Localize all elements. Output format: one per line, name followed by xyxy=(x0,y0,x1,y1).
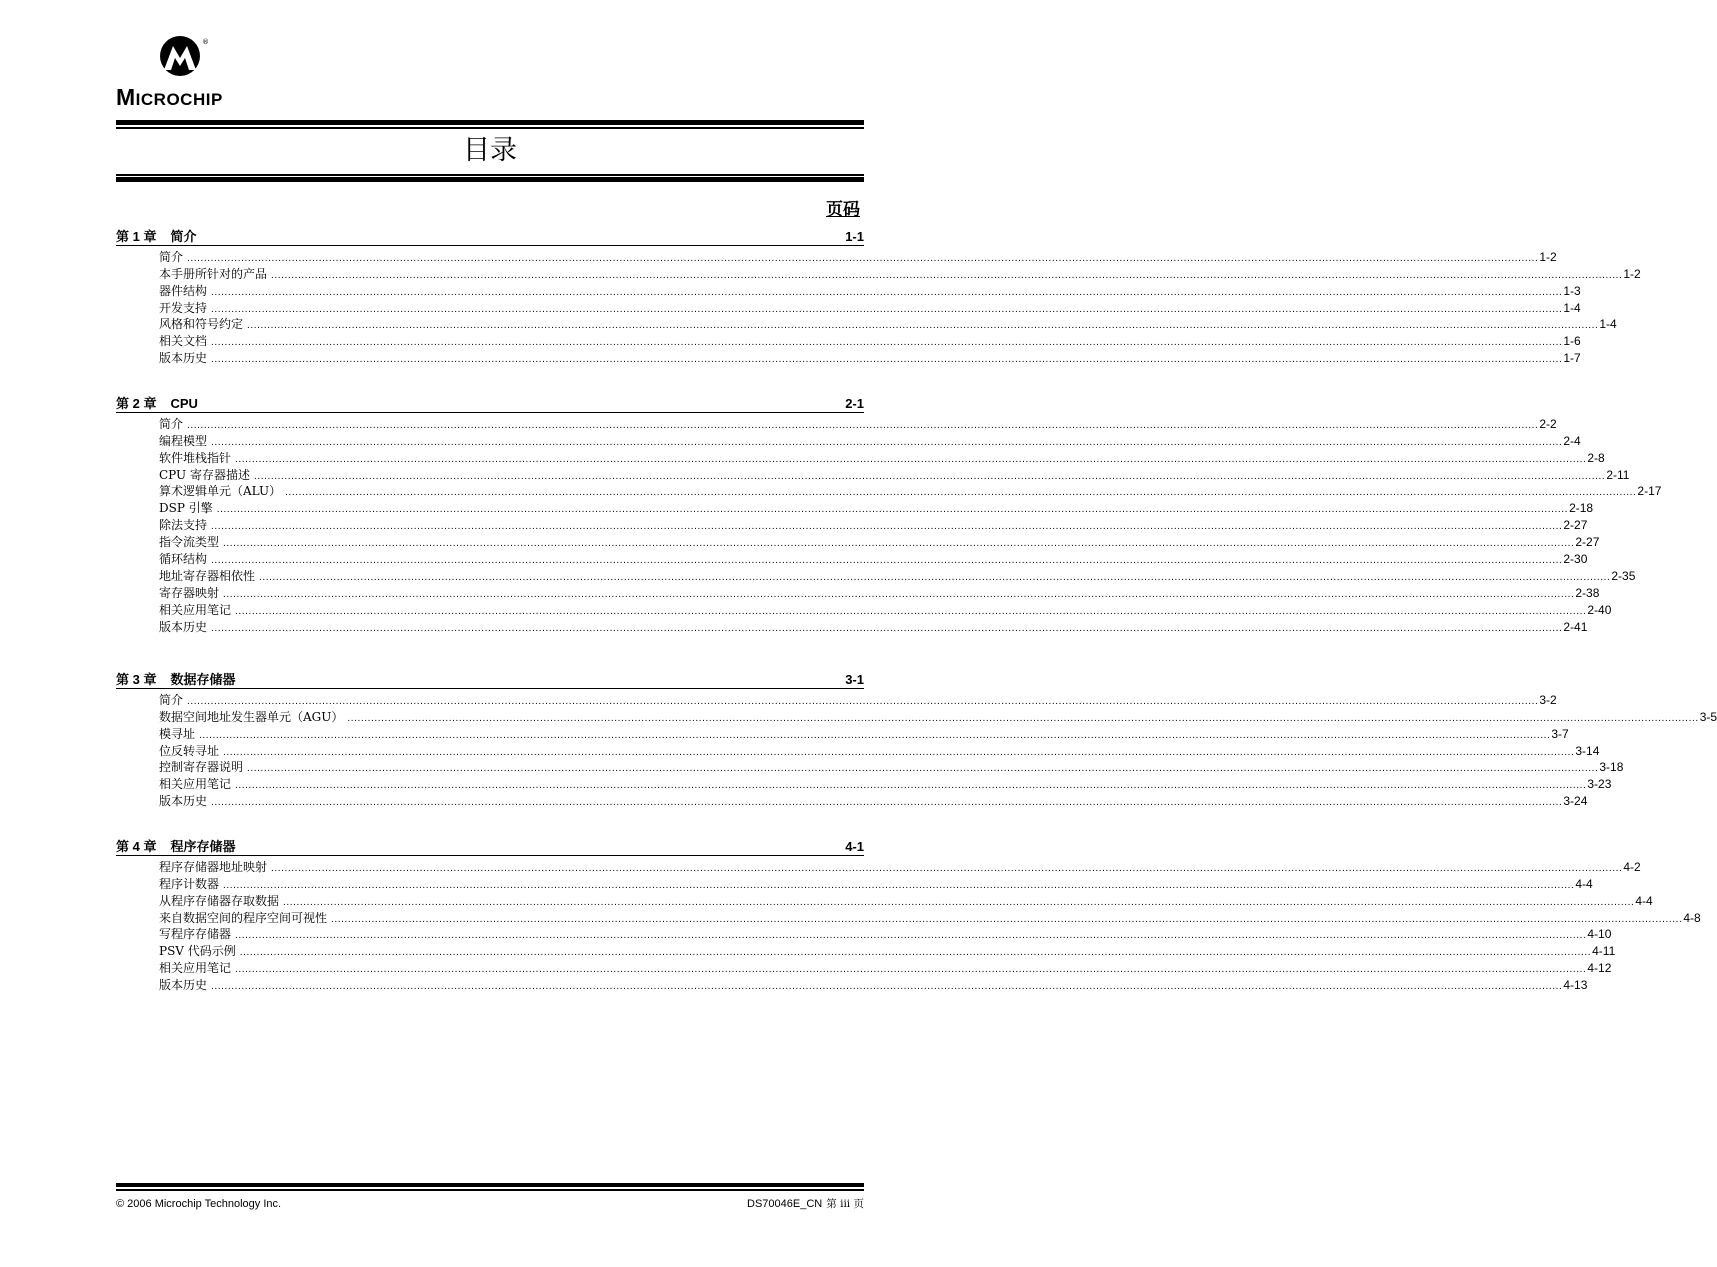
toc-entry-title: 指令流类型 xyxy=(159,535,220,550)
dot-leader: ................................................................................................................................................................................................................................................................................................................................................................................................................ xyxy=(216,504,1569,516)
footer-page-info xyxy=(747,1196,864,1212)
title-bottom-rule xyxy=(116,177,864,182)
dot-leader: ................................................................................................................................................................................................................................................................................................................................................................................................................ xyxy=(285,487,1637,499)
chapter-number: 第 1 章 xyxy=(116,229,157,244)
microchip-logo xyxy=(116,34,256,110)
toc-entry[interactable] xyxy=(159,265,1641,282)
toc-entry-title: 相关文档 xyxy=(159,334,208,349)
toc-entry-title: DSP 引擎 xyxy=(159,501,213,516)
toc-entry[interactable] xyxy=(159,725,1569,742)
chapter-title xyxy=(116,228,196,245)
toc-entry-title: CPU 寄存器描述 xyxy=(159,467,250,482)
toc-entry-page: 2-40 xyxy=(1587,602,1612,617)
toc-entry-page: 2-4 xyxy=(1563,433,1581,448)
footer-page-number: 第 iii 页 xyxy=(826,1198,864,1210)
toc-entry-title: 程序存储器地址映射 xyxy=(159,859,268,874)
toc-entry-title: 版本历史 xyxy=(159,794,208,809)
dot-leader: ................................................................................................................................................................................................................................................................................................................................................................................................................ xyxy=(211,303,1563,315)
toc-entry-page: 1-4 xyxy=(1563,300,1581,315)
toc-entry-title: 简介 xyxy=(159,416,184,431)
toc-entry[interactable] xyxy=(159,892,1653,909)
toc-entry[interactable] xyxy=(159,248,1557,265)
toc-entry-page: 2-38 xyxy=(1575,585,1600,600)
toc-entry-page: 2-17 xyxy=(1637,484,1662,499)
title-top-rule-thin xyxy=(116,127,864,129)
chapter-section xyxy=(116,228,1641,366)
dot-leader: ................................................................................................................................................................................................................................................................................................................................................................................................................ xyxy=(211,797,1563,809)
toc-entry-page: 4-4 xyxy=(1575,876,1593,891)
toc-entry-page: 2-41 xyxy=(1563,619,1588,634)
toc-entry-title: 程序计数器 xyxy=(159,876,220,891)
toc-entry[interactable] xyxy=(159,775,1612,792)
toc-entry-title: 编程模型 xyxy=(159,433,208,448)
toc-entry[interactable] xyxy=(159,449,1605,466)
dot-leader: ................................................................................................................................................................................................................................................................................................................................................................................................................ xyxy=(223,588,1575,600)
toc-entry[interactable] xyxy=(159,926,1612,943)
toc-entry-page: 2-35 xyxy=(1611,568,1636,583)
chapter-number: 第 3 章 xyxy=(116,672,157,687)
dot-leader: ................................................................................................................................................................................................................................................................................................................................................................................................................ xyxy=(211,436,1563,448)
toc-entry[interactable] xyxy=(159,282,1581,299)
footer-copyright: © 2006 Microchip Technology Inc. xyxy=(116,1198,282,1210)
toc-entry[interactable] xyxy=(159,691,1557,708)
chapter-page: 2-1 xyxy=(845,396,864,411)
toc-entry[interactable] xyxy=(159,759,1624,776)
dot-leader: ................................................................................................................................................................................................................................................................................................................................................................................................................ xyxy=(211,286,1563,298)
dot-leader: ................................................................................................................................................................................................................................................................................................................................................................................................................ xyxy=(211,521,1563,533)
toc-entry-title: PSV 代码示例 xyxy=(159,944,236,959)
chapter-title xyxy=(116,671,235,688)
dot-leader: ................................................................................................................................................................................................................................................................................................................................................................................................................ xyxy=(259,571,1611,583)
toc-entry-page: 3-23 xyxy=(1587,777,1612,792)
toc-entry-page: 2-27 xyxy=(1575,535,1600,550)
toc-entry-page: 2-11 xyxy=(1606,467,1630,482)
dot-leader: ................................................................................................................................................................................................................................................................................................................................................................................................................ xyxy=(235,453,1587,465)
toc-entry-page: 4-4 xyxy=(1635,893,1653,908)
chapter-number: 第 2 章 xyxy=(116,396,157,411)
chapter-entry-list xyxy=(159,248,1641,366)
toc-entry[interactable] xyxy=(159,432,1581,449)
footer-rule-thin xyxy=(116,1189,864,1191)
dot-leader: ................................................................................................................................................................................................................................................................................................................................................................................................................ xyxy=(223,538,1575,550)
toc-entry-title: 从程序存储器存取数据 xyxy=(159,893,280,908)
toc-entry-title: 地址寄存器相依性 xyxy=(159,568,256,583)
toc-entry[interactable] xyxy=(159,299,1581,316)
chapter-section xyxy=(116,671,1717,809)
toc-entry-page: 3-2 xyxy=(1539,692,1557,707)
toc-entry-page: 3-24 xyxy=(1563,794,1588,809)
toc-entry-page: 3-14 xyxy=(1575,743,1600,758)
logo-wordmark-rest: ICROCHIP xyxy=(135,90,223,109)
toc-entry-title: 本手册所针对的产品 xyxy=(159,266,268,281)
toc-entry-title: 版本历史 xyxy=(159,351,208,366)
page-column-heading: 页码 xyxy=(826,200,860,220)
dot-leader: ................................................................................................................................................................................................................................................................................................................................................................................................................ xyxy=(211,354,1563,366)
toc-entry[interactable] xyxy=(159,466,1630,483)
chapter-section xyxy=(116,395,1662,635)
dot-leader: ................................................................................................................................................................................................................................................................................................................................................................................................................ xyxy=(187,252,1539,264)
toc-entry[interactable] xyxy=(159,858,1641,875)
toc-entry-page: 4-10 xyxy=(1587,927,1612,942)
chapter-section xyxy=(116,838,1701,993)
toc-entry-title: 开发支持 xyxy=(159,300,208,315)
dot-leader: ................................................................................................................................................................................................................................................................................................................................................................................................................ xyxy=(283,896,1635,908)
chapter-heading[interactable] xyxy=(116,671,864,689)
chapter-name: CPU xyxy=(170,396,198,411)
toc-entry-page: 1-6 xyxy=(1563,334,1581,349)
toc-entry[interactable] xyxy=(159,942,1616,959)
toc-entry-page: 4-8 xyxy=(1683,910,1701,925)
toc-entry-page: 4-2 xyxy=(1623,859,1641,874)
dot-leader: ................................................................................................................................................................................................................................................................................................................................................................................................................ xyxy=(223,746,1575,758)
dot-leader: ................................................................................................................................................................................................................................................................................................................................................................................................................ xyxy=(187,419,1539,431)
toc-entry-title: 相关应用笔记 xyxy=(159,602,232,617)
dot-leader: ................................................................................................................................................................................................................................................................................................................................................................................................................ xyxy=(253,470,1606,482)
toc-entry-title: 相关应用笔记 xyxy=(159,961,232,976)
logo-wordmark xyxy=(116,84,223,113)
toc-entry-page: 1-7 xyxy=(1563,351,1581,366)
toc-entry[interactable] xyxy=(159,792,1588,809)
chapter-entry-list xyxy=(159,415,1662,635)
page-title: 目录 xyxy=(463,135,517,166)
toc-entry[interactable] xyxy=(159,584,1600,601)
dot-leader: ................................................................................................................................................................................................................................................................................................................................................................................................................ xyxy=(211,337,1563,349)
chapter-name: 程序存储器 xyxy=(170,839,236,854)
toc-entry-title: 模寻址 xyxy=(159,726,196,741)
toc-entry-page: 2-18 xyxy=(1569,501,1594,516)
toc-entry-page: 2-8 xyxy=(1587,450,1605,465)
chapter-number: 第 4 章 xyxy=(116,839,157,854)
chapter-page: 1-1 xyxy=(845,229,864,244)
dot-leader: ................................................................................................................................................................................................................................................................................................................................................................................................................ xyxy=(235,780,1587,792)
dot-leader: ................................................................................................................................................................................................................................................................................................................................................................................................................ xyxy=(331,913,1683,925)
chapter-heading[interactable] xyxy=(116,228,864,246)
toc-entry-title: 相关应用笔记 xyxy=(159,777,232,792)
toc-entry[interactable] xyxy=(159,332,1581,349)
chapter-name: 简介 xyxy=(170,229,197,244)
toc-entry[interactable] xyxy=(159,601,1612,618)
footer-doc-code: DS70046E_CN xyxy=(747,1198,823,1210)
dot-leader: ................................................................................................................................................................................................................................................................................................................................................................................................................ xyxy=(271,269,1623,281)
toc-entry[interactable] xyxy=(159,415,1557,432)
dot-leader: ................................................................................................................................................................................................................................................................................................................................................................................................................ xyxy=(187,695,1539,707)
chapter-entry-list xyxy=(159,858,1701,993)
dot-leader: ................................................................................................................................................................................................................................................................................................................................................................................................................ xyxy=(211,981,1563,993)
toc-entry-title: 位反转寻址 xyxy=(159,743,220,758)
toc-entry-page: 3-5 xyxy=(1699,709,1717,724)
toc-entry-page: 1-3 xyxy=(1563,283,1581,298)
toc-entry[interactable] xyxy=(159,567,1636,584)
chapter-page: 4-1 xyxy=(845,839,864,854)
dot-leader: ................................................................................................................................................................................................................................................................................................................................................................................................................ xyxy=(211,622,1563,634)
toc-entry[interactable] xyxy=(159,316,1617,333)
dot-leader: ................................................................................................................................................................................................................................................................................................................................................................................................................ xyxy=(235,930,1587,942)
chapter-page: 3-1 xyxy=(845,672,864,687)
toc-entry-title: 写程序存储器 xyxy=(159,927,232,942)
toc-entry[interactable] xyxy=(159,349,1581,366)
chapter-heading[interactable] xyxy=(116,395,864,413)
toc-entry-title: 简介 xyxy=(159,249,184,264)
toc-entry[interactable] xyxy=(159,959,1612,976)
toc-entry[interactable] xyxy=(159,533,1600,550)
chapter-heading[interactable] xyxy=(116,838,864,856)
chapter-title xyxy=(116,838,235,855)
toc-entry-title: 除法支持 xyxy=(159,518,208,533)
toc-entry-title: 版本历史 xyxy=(159,978,208,993)
chapter-title xyxy=(116,395,198,412)
title-top-rule xyxy=(116,120,864,125)
toc-entry-title: 循环结构 xyxy=(159,552,208,567)
toc-entry-title: 控制寄存器说明 xyxy=(159,760,244,775)
toc-entry-title: 寄存器映射 xyxy=(159,585,220,600)
toc-entry-title: 版本历史 xyxy=(159,619,208,634)
dot-leader: ................................................................................................................................................................................................................................................................................................................................................................................................................ xyxy=(247,763,1599,775)
toc-entry-title: 数据空间地址发生器单元（AGU） xyxy=(159,709,344,724)
dot-leader: ................................................................................................................................................................................................................................................................................................................................................................................................................ xyxy=(247,320,1599,332)
footer-rule xyxy=(116,1183,864,1187)
microchip-logo-icon xyxy=(156,34,208,78)
toc-entry-page: 4-12 xyxy=(1587,961,1612,976)
toc-entry[interactable] xyxy=(159,909,1701,926)
chapter-entry-list xyxy=(159,691,1717,809)
toc-entry-page: 1-2 xyxy=(1623,266,1641,281)
chapter-name: 数据存储器 xyxy=(170,672,236,687)
toc-entry[interactable] xyxy=(159,550,1588,567)
toc-entry[interactable] xyxy=(159,499,1594,516)
dot-leader: ................................................................................................................................................................................................................................................................................................................................................................................................................ xyxy=(235,964,1587,976)
toc-entry-title: 器件结构 xyxy=(159,283,208,298)
toc-entry-title: 来自数据空间的程序空间可视性 xyxy=(159,910,328,925)
toc-entry-title: 风格和符号约定 xyxy=(159,317,244,332)
dot-leader: ................................................................................................................................................................................................................................................................................................................................................................................................................ xyxy=(239,947,1592,959)
toc-entry-page: 2-30 xyxy=(1563,552,1588,567)
toc-entry-title: 软件堆栈指针 xyxy=(159,450,232,465)
toc-entry-page: 1-4 xyxy=(1599,317,1617,332)
dot-leader: ................................................................................................................................................................................................................................................................................................................................................................................................................ xyxy=(199,729,1551,741)
toc-entry-page: 3-7 xyxy=(1551,726,1569,741)
dot-leader: ................................................................................................................................................................................................................................................................................................................................................................................................................ xyxy=(223,879,1575,891)
toc-entry-page: 3-18 xyxy=(1599,760,1624,775)
toc-entry[interactable] xyxy=(159,516,1588,533)
toc-entry[interactable] xyxy=(159,483,1662,500)
dot-leader: ................................................................................................................................................................................................................................................................................................................................................................................................................ xyxy=(271,862,1623,874)
registered-mark: ® xyxy=(202,38,209,46)
title-bottom-rule-thin xyxy=(116,174,864,176)
toc-entry[interactable] xyxy=(159,742,1600,759)
toc-entry-title: 简介 xyxy=(159,692,184,707)
toc-entry-page: 1-2 xyxy=(1539,249,1557,264)
toc-entry[interactable] xyxy=(159,708,1717,725)
toc-entry-page: 2-2 xyxy=(1539,416,1557,431)
toc-entry-page: 4-11 xyxy=(1592,944,1616,959)
toc-entry-page: 4-13 xyxy=(1563,978,1588,993)
toc-entry[interactable] xyxy=(159,976,1588,993)
toc-entry[interactable] xyxy=(159,618,1588,635)
dot-leader: ................................................................................................................................................................................................................................................................................................................................................................................................................ xyxy=(211,555,1563,567)
toc-entry[interactable] xyxy=(159,875,1593,892)
logo-wordmark-initial: M xyxy=(116,84,136,110)
dot-leader: ................................................................................................................................................................................................................................................................................................................................................................................................................ xyxy=(347,712,1699,724)
dot-leader: ................................................................................................................................................................................................................................................................................................................................................................................................................ xyxy=(235,605,1587,617)
toc-entry-title: 算术逻辑单元（ALU） xyxy=(159,484,282,499)
toc-entry-page: 2-27 xyxy=(1563,518,1588,533)
